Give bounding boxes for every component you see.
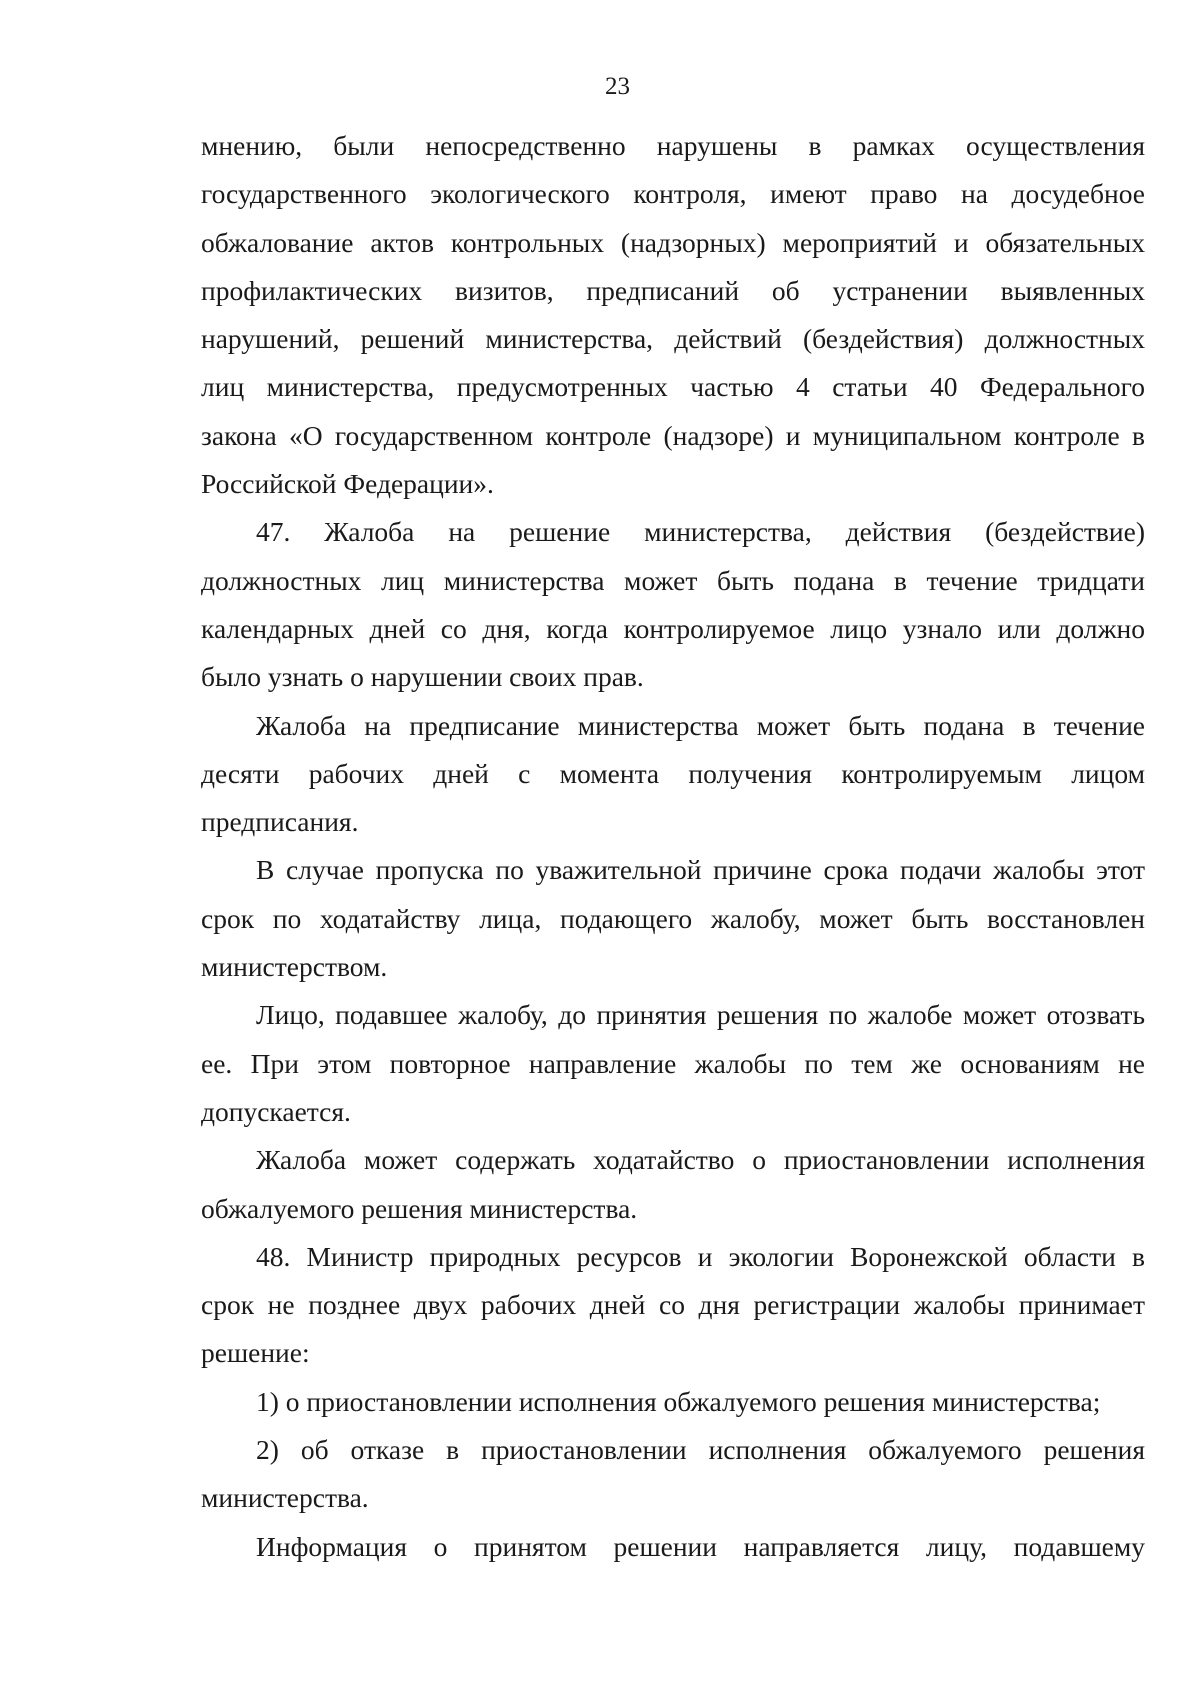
paragraph [201,702,1145,847]
text-line: допускается. [201,1095,351,1127]
paragraph-item-47 [201,508,1145,701]
text-line: Российской Федерации». [201,468,494,500]
text-line: срок не позднее двух рабочих дней со дня регистрации жалобы принимает [201,1289,1145,1321]
text-line: срок по ходатайству лица, подающего жалобу, может быть восстановлен [201,902,1145,934]
text-line: решение: [201,1337,310,1369]
text-line: должностных лиц министерства может быть подана в течение тридцати [201,564,1145,596]
text-line: В случае пропуска по уважительной причине срока подачи жалобы этот [256,854,1145,886]
text-line: профилактических визитов, предписаний об устранении выявленных [201,274,1145,306]
text-line: Лицо, подавшее жалобу, до принятия решения по жалобе может отозвать [256,999,1145,1031]
text-line: министерства. [201,1482,369,1514]
paragraph-subitem-2 [201,1426,1145,1523]
paragraph-item-48 [201,1233,1145,1378]
text-line: десяти рабочих дней с момента получения контролируемым лицом [201,757,1145,789]
paragraph-continuation [201,122,1145,508]
text-line: лиц министерства, предусмотренных частью 4 статьи 40 Федерального [201,371,1145,403]
text-line: Информация о принятом решении направляется лицу, подавшему [256,1530,1145,1562]
text-line: календарных дней со дня, когда контролируемое лицо узнало или должно [201,612,1145,644]
text-line: ее. При этом повторное направление жалобы по тем же основаниям не [201,1047,1145,1079]
paragraph [201,846,1145,991]
text-line: обжалуемого решения министерства. [201,1192,638,1224]
text-line: мнению, были непосредственно нарушены в рамках осуществления [201,130,1145,161]
text-line: государственного экологического контроля, имеют право на досудебное [201,178,1145,210]
text-line: предписания. [201,806,359,838]
paragraph-subitem-1 [201,1378,1145,1426]
text-line: нарушений, решений министерства, действий (бездействия) должностных [201,323,1145,355]
text-line: 47. Жалоба на решение министерства, действия (бездействие) [256,516,1145,548]
document-body [201,122,1145,1571]
text-line: было узнать о нарушении своих прав. [201,661,644,693]
text-line: 48. Министр природных ресурсов и экологии Воронежской области в [256,1240,1145,1272]
text-line: 2) об отказе в приостановлении исполнения обжалуемого решения [256,1434,1145,1466]
text-line: 1) о приостановлении исполнения обжалуемого решения министерства; [256,1385,1101,1417]
paragraph [201,991,1145,1136]
text-line: закона «О государственном контроле (надзоре) и муниципальном контроле в [201,419,1145,451]
paragraph [201,1136,1145,1233]
paragraph [201,1523,1145,1571]
text-line: Жалоба на предписание министерства может быть подана в течение [256,709,1145,741]
text-line: обжалование актов контрольных (надзорных) мероприятий и обязательных [201,226,1145,258]
page-number: 23 [605,73,630,100]
text-line: министерством. [201,951,388,983]
text-line: Жалоба может содержать ходатайство о приостановлении исполнения [256,1144,1145,1176]
